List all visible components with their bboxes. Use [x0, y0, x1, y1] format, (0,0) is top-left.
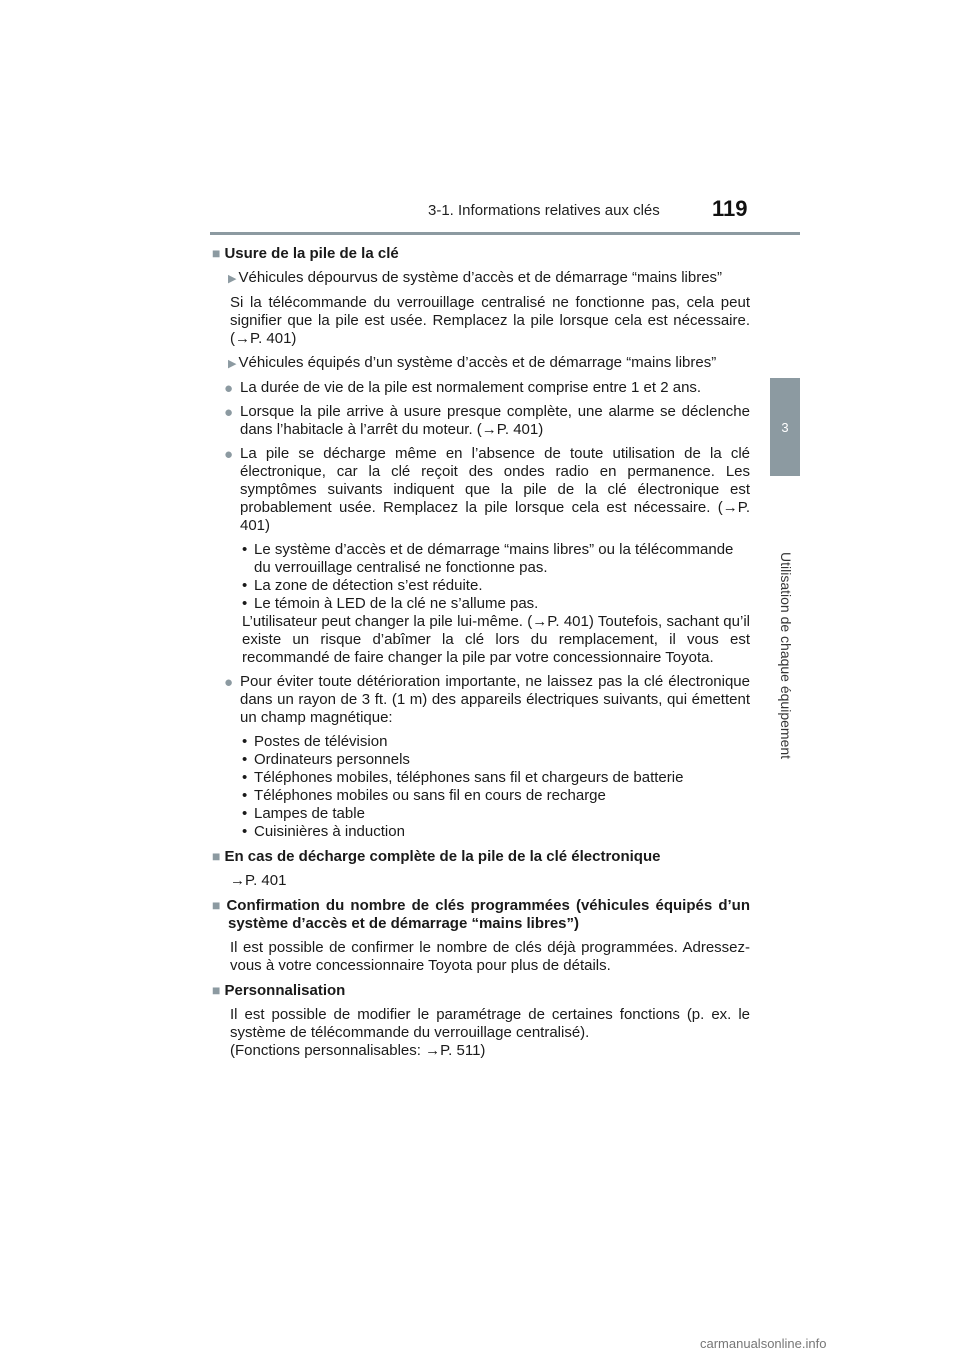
circle-bullet-icon: ● — [224, 446, 234, 463]
list-item: • Téléphones mobiles ou sans fil en cours de recharge — [242, 787, 750, 805]
symptom-note: L’utilisateur peut changer la pile lui-même. (→P. 401) Toutefois, sachant qu’il existe un risque d’abîmer la clé lors du remplacement, il vous est recommandé de faire changer la pile par votre concessionnaire Toyota. — [242, 613, 750, 666]
header-rule — [210, 232, 800, 235]
chapter-side-label: Utilisation de chaque équipement — [778, 552, 794, 760]
section-title: 3-1. Informations relatives aux clés — [428, 202, 660, 219]
square-bullet-icon: ■ — [212, 848, 221, 864]
page-reference: →P. 401 — [230, 872, 287, 889]
paragraph-personnalisation: Il est possible de modifier le paramétrage de certaines fonctions (p. ex. le système de télécommande du verrouillage centralisé). — [230, 1006, 750, 1041]
page-reference: (Fonctions personnalisables: →P. 511) — [230, 1042, 486, 1059]
bullet-alarm: ● Lorsque la pile arrive à usure presque complète, une alarme se déclenche dans l’habitacle à l’arrêt du moteur. (→P. 401) — [224, 403, 750, 438]
square-bullet-icon: ■ — [212, 245, 221, 261]
watermark: carmanualsonline.info — [700, 1336, 827, 1351]
list-item: • Postes de télévision — [242, 733, 750, 751]
heading-confirmation: ■ Confirmation du nombre de clés programmées (véhicules équipés d’un système d’accès et de démarrage “mains libres”) — [212, 897, 750, 932]
page-header — [0, 0, 960, 240]
page-content — [212, 240, 750, 1066]
square-bullet-icon: ■ — [212, 897, 223, 913]
list-item: • La zone de détection s’est réduite. — [242, 577, 750, 595]
list-item: • Le témoin à LED de la clé ne s’allume pas. — [242, 595, 750, 613]
heading-decharge: ■ En cas de décharge complète de la pile de la clé électronique — [212, 848, 661, 865]
symptom-list — [242, 541, 750, 667]
list-item: • Ordinateurs personnels — [242, 751, 750, 769]
heading-usure: ■ Usure de la pile de la clé — [212, 245, 399, 262]
triangle-bullet-icon: ▶ — [228, 358, 237, 370]
chapter-tab-number: 3 — [781, 419, 789, 435]
list-item: • Lampes de table — [242, 805, 750, 823]
circle-bullet-icon: ● — [224, 404, 234, 421]
paragraph-usure: Si la télécommande du verrouillage centralisé ne fonctionne pas, cela peut signifier que la pile est usée. Remplacez la pile lorsque cela est nécessaire. (→P. 401) — [230, 294, 750, 347]
heading-personnalisation: ■ Personnalisation — [212, 982, 346, 999]
chapter-tab — [770, 378, 800, 476]
bullet-battery-life: ● La durée de vie de la pile est normalement comprise entre 1 et 2 ans. — [224, 379, 702, 397]
paragraph-confirmation: Il est possible de confirmer le nombre de clés déjà programmées. Adressez-vous à votre concessionnaire Toyota pour plus de détails. — [230, 939, 750, 974]
subheading-with-smart-key: ▶ Véhicules équipés d’un système d’accès et de démarrage “mains libres” — [228, 354, 717, 371]
page-number: 119 — [712, 196, 748, 221]
list-item: • Le système d’accès et de démarrage “mains libres” ou la télécommande du verrouillage centralisé ne fonctionne pas. — [242, 541, 750, 577]
device-list — [242, 733, 750, 841]
circle-bullet-icon: ● — [224, 674, 234, 691]
list-item: • Cuisinières à induction — [242, 823, 750, 841]
square-bullet-icon: ■ — [212, 982, 221, 998]
subheading-without-smart-key: ▶ Véhicules dépourvus de système d’accès et de démarrage “mains libres” — [228, 269, 723, 286]
bullet-discharge: ● La pile se décharge même en l’absence de toute utilisation de la clé électronique, car la clé reçoit des ondes radio en permanence. Les symptômes suivants indiquent que la pile de la clé électronique est probablement usée. Remplacez la pile lorsque cela est nécessaire. (→P. 401) — [224, 445, 750, 534]
triangle-bullet-icon: ▶ — [228, 273, 237, 285]
list-item: • Téléphones mobiles, téléphones sans fil et chargeurs de batterie — [242, 769, 750, 787]
circle-bullet-icon: ● — [224, 380, 234, 397]
bullet-magnetic: ● Pour éviter toute détérioration importante, ne laissez pas la clé électronique dans un rayon de 3 ft. (1 m) des appareils électriques suivants, qui émettent un champ magnétique: — [224, 673, 750, 726]
